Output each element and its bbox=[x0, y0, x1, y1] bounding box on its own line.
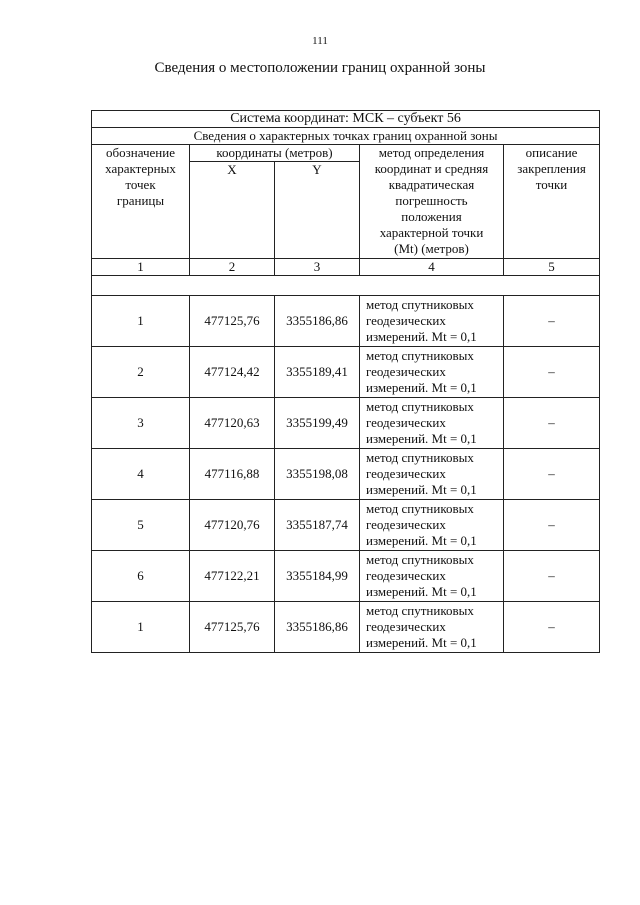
method-line: метод спутниковых bbox=[366, 348, 474, 363]
fixing-cell: – bbox=[504, 500, 600, 551]
point-cell: 4 bbox=[92, 449, 190, 500]
method-line: геодезических bbox=[366, 619, 446, 634]
x-cell: 477125,76 bbox=[190, 296, 275, 347]
point-cell: 3 bbox=[92, 398, 190, 449]
table-row bbox=[92, 347, 600, 398]
method-cell bbox=[360, 602, 504, 653]
document-title: Сведения о местоположении границ охранной зоны bbox=[154, 60, 486, 76]
column-number: 2 bbox=[190, 259, 275, 276]
blank-row bbox=[92, 276, 600, 296]
y-cell: 3355187,74 bbox=[275, 500, 360, 551]
method-line: измерений. Mt = 0,1 bbox=[366, 482, 477, 497]
method-cell bbox=[360, 296, 504, 347]
fixing-cell: – bbox=[504, 449, 600, 500]
fixing-cell: – bbox=[504, 296, 600, 347]
method-line: геодезических bbox=[366, 415, 446, 430]
method-line: измерений. Mt = 0,1 bbox=[366, 635, 477, 650]
header-designation: обозначение характерных точек границы bbox=[92, 145, 190, 259]
table-subtitle: Сведения о характерных точках границ охранной зоны bbox=[92, 128, 600, 145]
method-line: метод спутниковых bbox=[366, 603, 474, 618]
method-line: геодезических bbox=[366, 466, 446, 481]
table-row bbox=[92, 449, 600, 500]
method-line: геодезических bbox=[366, 517, 446, 532]
table-row bbox=[92, 296, 600, 347]
method-line: метод спутниковых bbox=[366, 297, 474, 312]
fixing-cell: – bbox=[504, 398, 600, 449]
method-line: метод спутниковых bbox=[366, 399, 474, 414]
method-line: измерений. Mt = 0,1 bbox=[366, 431, 477, 446]
x-cell: 477122,21 bbox=[190, 551, 275, 602]
point-cell: 1 bbox=[92, 296, 190, 347]
method-line: метод спутниковых bbox=[366, 450, 474, 465]
method-cell bbox=[360, 449, 504, 500]
table-row bbox=[92, 500, 600, 551]
x-cell: 477116,88 bbox=[190, 449, 275, 500]
header-method: метод определения координат и средняя квадратическая погрешность положения характерной точки (Mt) (метров) bbox=[360, 145, 504, 259]
coordinate-system-header: Система координат: МСК – субъект 56 bbox=[92, 111, 600, 128]
method-line: измерений. Mt = 0,1 bbox=[366, 584, 477, 599]
header-fixing: описание закрепления точки bbox=[504, 145, 600, 259]
column-number: 5 bbox=[504, 259, 600, 276]
point-cell: 2 bbox=[92, 347, 190, 398]
column-number: 1 bbox=[92, 259, 190, 276]
y-cell: 3355189,41 bbox=[275, 347, 360, 398]
x-cell: 477120,63 bbox=[190, 398, 275, 449]
header-y: Y bbox=[275, 162, 360, 259]
column-number: 3 bbox=[275, 259, 360, 276]
y-cell: 3355186,86 bbox=[275, 602, 360, 653]
table-row bbox=[92, 551, 600, 602]
method-line: измерений. Mt = 0,1 bbox=[366, 533, 477, 548]
point-cell: 1 bbox=[92, 602, 190, 653]
method-line: геодезических bbox=[366, 364, 446, 379]
header-x: X bbox=[190, 162, 275, 259]
method-cell bbox=[360, 398, 504, 449]
y-cell: 3355198,08 bbox=[275, 449, 360, 500]
column-number: 4 bbox=[360, 259, 504, 276]
fixing-cell: – bbox=[504, 602, 600, 653]
method-cell bbox=[360, 347, 504, 398]
y-cell: 3355184,99 bbox=[275, 551, 360, 602]
fixing-cell: – bbox=[504, 347, 600, 398]
x-cell: 477120,76 bbox=[190, 500, 275, 551]
x-cell: 477124,42 bbox=[190, 347, 275, 398]
table-row bbox=[92, 398, 600, 449]
x-cell: 477125,76 bbox=[190, 602, 275, 653]
method-line: геодезических bbox=[366, 568, 446, 583]
method-line: метод спутниковых bbox=[366, 552, 474, 567]
point-cell: 6 bbox=[92, 551, 190, 602]
method-cell bbox=[360, 551, 504, 602]
method-cell bbox=[360, 500, 504, 551]
y-cell: 3355186,86 bbox=[275, 296, 360, 347]
table-row bbox=[92, 602, 600, 653]
header-coordinates: координаты (метров) bbox=[190, 145, 360, 162]
y-cell: 3355199,49 bbox=[275, 398, 360, 449]
coordinates-table bbox=[91, 110, 600, 653]
method-line: метод спутниковых bbox=[366, 501, 474, 516]
method-line: геодезических bbox=[366, 313, 446, 328]
point-cell: 5 bbox=[92, 500, 190, 551]
page-number: 111 bbox=[312, 35, 328, 47]
fixing-cell: – bbox=[504, 551, 600, 602]
method-line: измерений. Mt = 0,1 bbox=[366, 329, 477, 344]
method-line: измерений. Mt = 0,1 bbox=[366, 380, 477, 395]
